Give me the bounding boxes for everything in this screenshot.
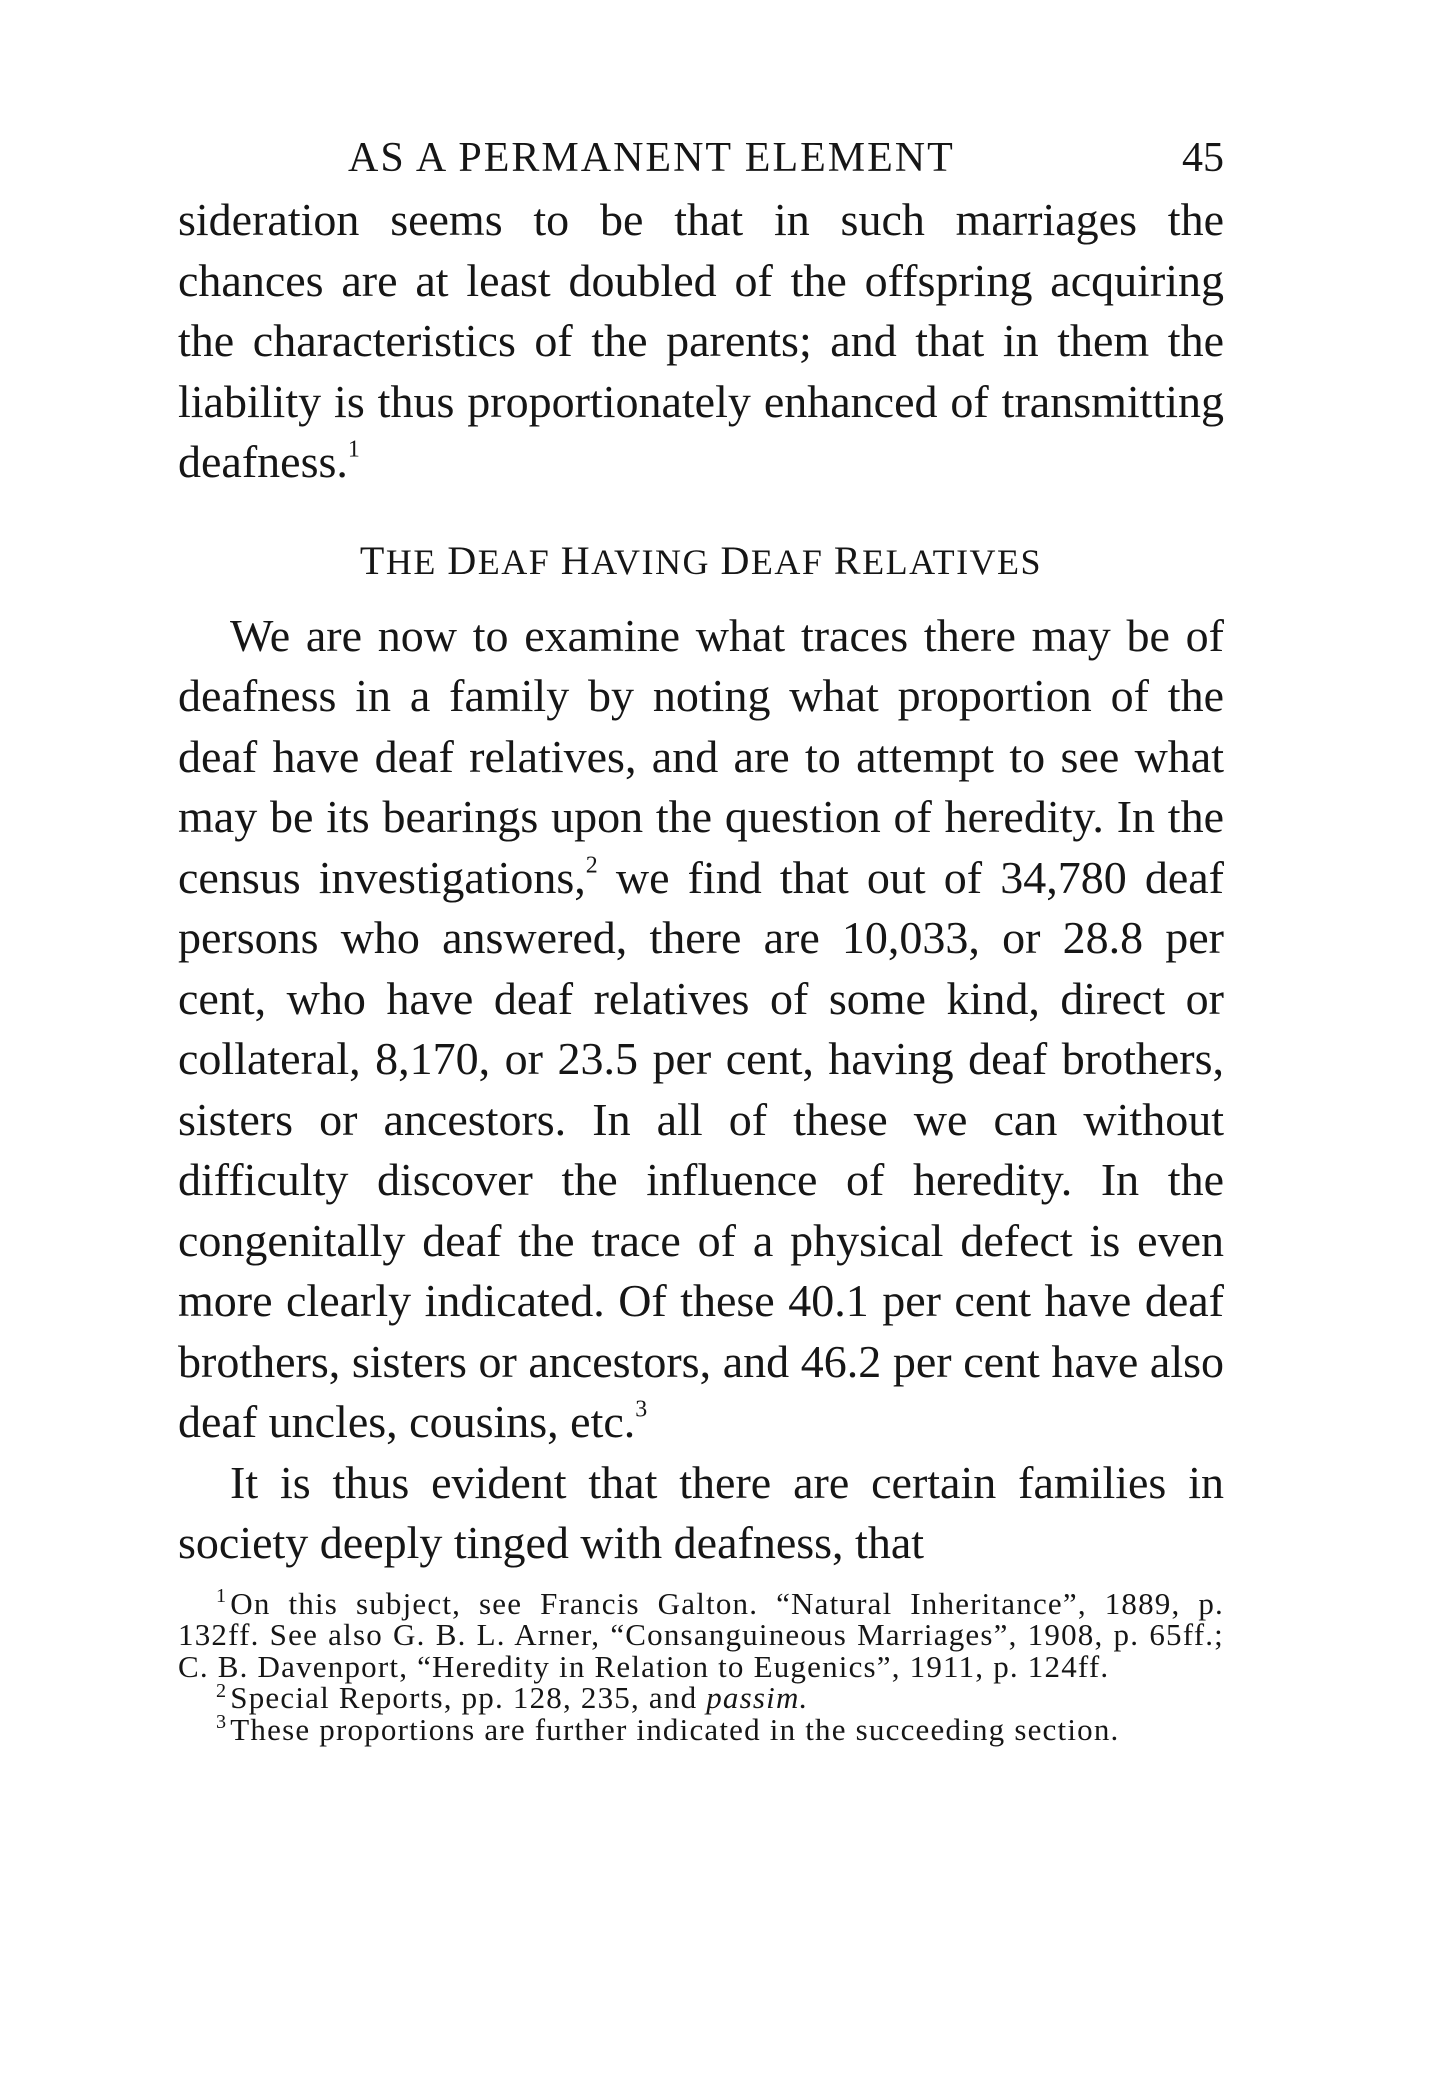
running-title: AS A PERMANENT ELEMENT [348, 135, 955, 181]
body-text [178, 190, 1224, 1574]
footnote-ref-2: 2 [585, 852, 598, 879]
footnote-mark: 2 [216, 1679, 228, 1702]
footnote-italic: passim. [706, 1680, 809, 1715]
section-heading [178, 537, 1224, 586]
paragraph-deaf-relatives [178, 606, 1224, 1453]
footnote-mark: 3 [216, 1711, 228, 1734]
paragraph-text: we find that out of 34,780 deaf persons who answered, there are 10,033, or 28.8 per cent, who have deaf relatives of some kind, direct or collateral, 8,170, or 23.5 per cent, having deaf brothers, sisters or ancestors. In all of these we can without difficulty discover the influence of heredity. In the congenitally deaf the trace of a physical defect is even more clearly indicated. Of these 40.1 per cent have deaf brothers, sisters or ancestors, and 46.2 per cent have also deaf uncles, cousins, etc. [178, 851, 1224, 1447]
footnotes [178, 1585, 1224, 1747]
running-head [178, 128, 1224, 188]
heading-initial: T [359, 537, 386, 583]
footnote-mark: 1 [216, 1585, 228, 1608]
heading-initial: D [447, 537, 478, 583]
heading-initial: R [833, 537, 863, 583]
heading-small-caps: AVING [591, 541, 710, 582]
footnote-text: On this subject, see Francis Galton. “Natural Inheritance”, 1889, p. 132ff. See also G. B. L. Arner, “Consanguineous Marriages”, 1908, p. 65ff.; C. B. Davenport, “Heredity in Relation to Eugenics”, 1911, p. 124ff. [178, 1585, 1224, 1684]
page-number: 45 [1182, 135, 1224, 181]
paragraph-continuation [178, 190, 1224, 493]
footnote-1 [178, 1585, 1224, 1684]
heading-initial: H [560, 537, 592, 583]
footnote-text: These proportions are further indicated in the succeeding section. [230, 1711, 1120, 1747]
paragraph-text: sideration seems to be that in such marriages the chances are at least doubled of the offspring acquiring the characteristics of the parents; and that in them the liability is thus proportionately enhanced of transmitting deafness. [178, 194, 1224, 487]
book-page [178, 128, 1224, 1745]
footnote-ref-1: 1 [347, 436, 360, 463]
heading-small-caps: ELATIVES [862, 541, 1043, 582]
paragraph-text: We are now to examine what traces there may be of deafness in a family by noting what proportion of the deaf have deaf relatives, and are to attempt to see what may be its bearings upon the question of heredity. In the census investigations, [178, 609, 1224, 903]
paragraph-text: It is thus evident that there are certain families in society deeply tinged with deafness, that [178, 1456, 1224, 1568]
footnote-2 [178, 1679, 1224, 1715]
footnote-3 [178, 1711, 1224, 1747]
heading-small-caps: EAF [750, 541, 824, 582]
paragraph-families [178, 1453, 1224, 1574]
heading-small-caps: EAF [477, 541, 551, 582]
heading-initial: D [720, 537, 751, 583]
heading-small-caps: HE [385, 541, 437, 582]
footnote-ref-3: 3 [635, 1396, 648, 1423]
footnote-text: Special Reports, pp. 128, 235, and [230, 1680, 707, 1715]
